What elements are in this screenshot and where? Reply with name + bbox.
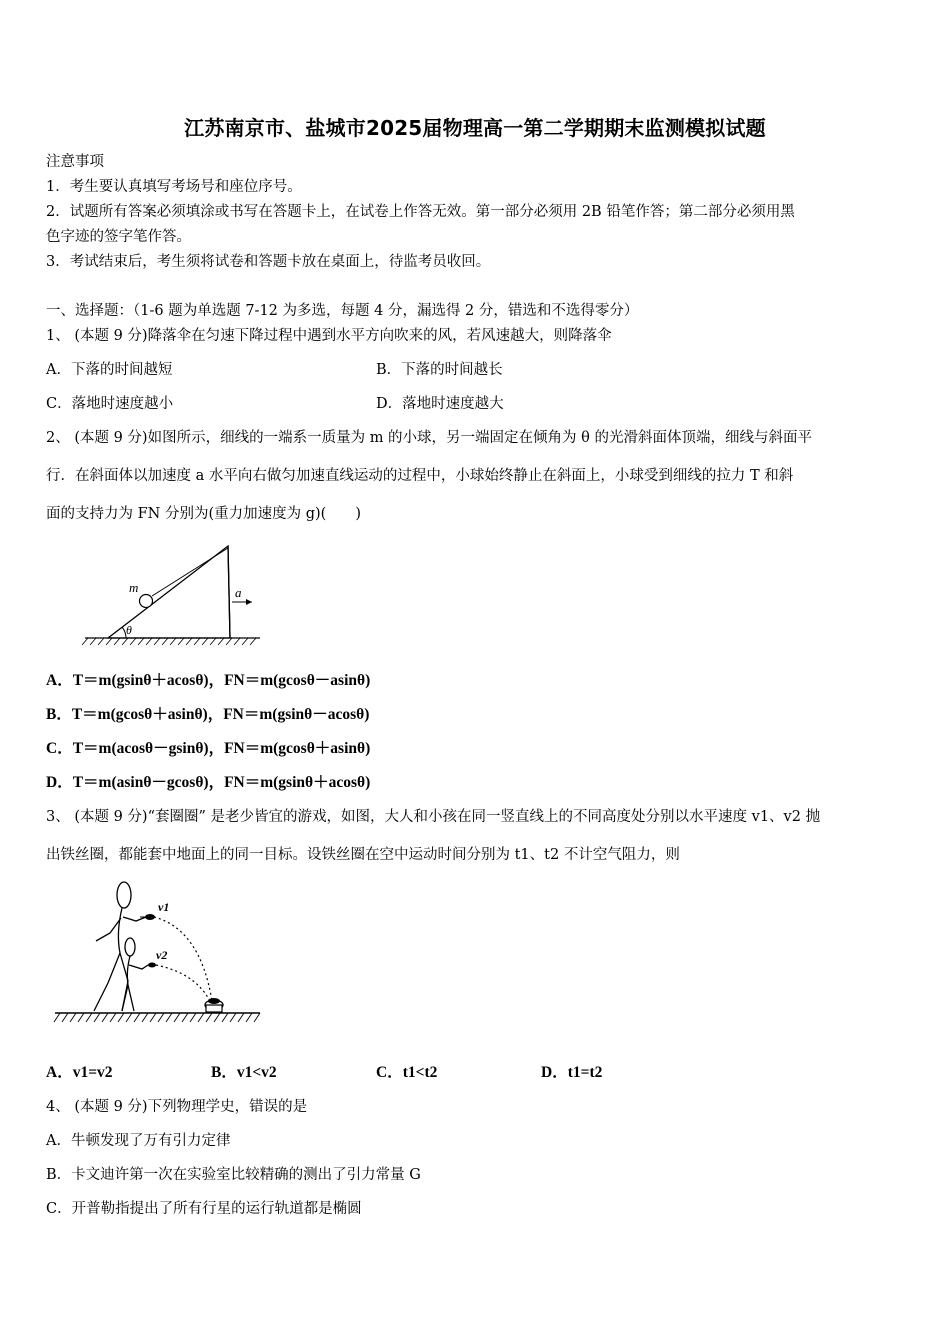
q3-ring-toss-figure	[50, 873, 270, 1033]
q4-stem: 4、 (本题 9 分)下列物理学史，错误的是	[46, 1099, 308, 1115]
q2-option-d: D．T＝m(asinθ－gcosθ)，FN＝m(gsinθ＋acosθ)	[46, 774, 371, 791]
notice-heading: 注意事项	[46, 154, 104, 170]
q2-incline-figure	[80, 540, 280, 650]
q2-option-c: C．T＝m(acosθ－gsinθ)，FN＝m(gcosθ＋asinθ)	[46, 740, 371, 757]
q4-option-c: C．开普勒指提出了所有行星的运行轨道都是椭圆	[46, 1201, 362, 1217]
label-m: m	[129, 580, 139, 595]
q3-stem-line-1: 3、 (本题 9 分)“套圈圈” 是老少皆宜的游戏，如图，大人和小孩在同一竖直线上的不同高度处分别以水平速度 v1、v2 抛	[46, 809, 821, 825]
q2-stem-line-2: 行．在斜面体以加速度 a 水平向右做匀加速直线运动的过程中，小球始终静止在斜面上，小球受到细线的拉力 T 和斜	[46, 468, 794, 484]
q1-option-c: C．落地时速度越小	[46, 396, 174, 412]
arrow-right-icon	[246, 599, 252, 605]
target-object	[205, 998, 223, 1012]
q2-stem-line-3: 面的支持力为 FN 分别为(重力加速度为 g)( )	[46, 506, 361, 522]
q3-option-a: A．v1=v2	[46, 1064, 113, 1081]
q4-option-a: A．牛顿发现了万有引力定律	[46, 1133, 231, 1149]
q1-stem: 1、 (本题 9 分)降落伞在匀速下降过程中遇到水平方向吹来的风，若风速越大，则降落伞	[46, 328, 612, 344]
notice-item-2: 2．试题所有答案必须填涂或书写在答题卡上，在试卷上作答无效。第一部分必须用 2B 铅笔作答；第二部分必须用黑	[46, 204, 795, 220]
string-line	[152, 548, 228, 596]
q3-option-c: C．t1<t2	[376, 1064, 438, 1081]
q3-stem-line-2: 出铁丝圈，都能套中地面上的同一目标。设铁丝圈在空中运动时间分别为 t1、t2 不计空气阻力，则	[46, 847, 680, 863]
notice-item-3: 3．考试结束后，考生须将试卷和答题卡放在桌面上，待监考员收回。	[46, 254, 491, 270]
q2-stem-line-1: 2、 (本题 9 分)如图所示，细线的一端系一质量为 m 的小球，另一端固定在倾角为 θ 的光滑斜面体顶端，细线与斜面平	[46, 430, 813, 446]
q3-option-d: D．t1=t2	[541, 1064, 603, 1081]
notice-item-1: 1．考生要认真填写考场号和座位序号。	[46, 179, 302, 195]
label-v2: v2	[156, 948, 168, 962]
label-a: a	[235, 585, 242, 600]
notice-item-2-cont: 色字迹的签字笔作答。	[46, 229, 191, 245]
ball	[140, 595, 153, 608]
q1-option-a: A．下落的时间越短	[46, 362, 173, 378]
q1-option-b: B．下落的时间越长	[376, 362, 503, 378]
label-v1: v1	[158, 900, 170, 914]
trajectory-v2	[156, 965, 210, 1001]
label-theta: θ	[126, 623, 132, 637]
page-title: 江苏南京市、盐城市2025届物理高一第二学期期末监测模拟试题	[184, 116, 766, 140]
adult-figure	[94, 882, 146, 1011]
section-heading: 一、选择题：（1-6 题为单选题 7-12 为多选，每题 4 分，漏选得 2 分，错选和不选得零分）	[46, 303, 639, 319]
q2-option-a: A．T＝m(gsinθ＋acosθ)，FN＝m(gcosθ－asinθ)	[46, 672, 371, 689]
q4-option-b: B．卡文迪许第一次在实验室比较精确的测出了引力常量 G	[46, 1167, 421, 1183]
q2-option-b: B．T＝m(gcosθ＋asinθ)，FN＝m(gsinθ－acosθ)	[46, 706, 370, 723]
q1-option-d: D．落地时速度越大	[376, 396, 504, 412]
q3-option-b: B．v1<v2	[211, 1064, 277, 1081]
